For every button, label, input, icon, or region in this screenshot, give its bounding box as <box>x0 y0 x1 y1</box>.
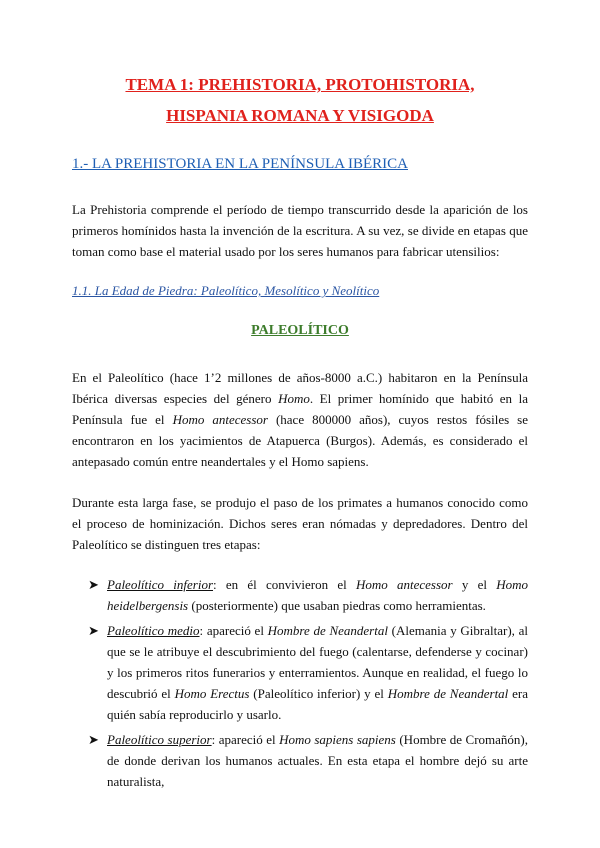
text-run: (Alemania y Gibraltar), al que se le atribuye el descubrimiento del fuego (calentarse, defenderse y cocinar) y los primeros ritos funerarios y enterramientos. Aunque en realidad, el fuego lo descubrió el <box>107 623 528 701</box>
text-run: (Hombre de Cromañón), de donde derivan los humanos actuales. En esta etapa el hombre dejó su arte naturalista, <box>107 732 528 789</box>
text-run: (posteriormente) que usaban piedras como herramientas. <box>188 598 486 613</box>
stage-label: Paleolítico inferior <box>107 577 214 592</box>
subsection-heading: 1.1. La Edad de Piedra: Paleolítico, Mesolítico y Neolítico <box>72 283 380 298</box>
arrow-bullet-icon: ➤ <box>88 732 99 747</box>
list-item <box>88 620 528 725</box>
stage-label: Paleolítico superior <box>107 732 212 747</box>
stages-list <box>88 574 528 796</box>
italic-term: Hombre de Neandertal <box>387 686 509 701</box>
text-run: : apareció el <box>199 623 268 638</box>
arrow-bullet-icon: ➤ <box>88 623 99 638</box>
italic-term: Homo sapiens sapiens <box>279 732 396 747</box>
text-run: (hace 800000 años), cuyos restos fósiles se encontraron en los yacimientos de Atapuerca (Burgos). Además, es considerado el antepasado común entre neandertales y el Homo sapiens. <box>72 412 528 469</box>
text-run: y el <box>452 577 497 592</box>
stage-label: Paleolítico medio <box>107 623 200 638</box>
text-run: : apareció el <box>211 732 280 747</box>
italic-term: Homo heidelbergensis <box>107 577 528 613</box>
italic-term: Hombre de Neandertal <box>267 623 388 638</box>
list-item <box>88 729 528 792</box>
text-run: : en él convivieron el <box>213 577 356 592</box>
section-heading: 1.- LA PREHISTORIA EN LA PENÍNSULA IBÉRICA <box>72 156 408 172</box>
arrow-bullet-icon: ➤ <box>88 577 99 592</box>
italic-term: Homo antecessor <box>172 412 268 427</box>
hominizacion-paragraph: Durante esta larga fase, se produjo el paso de los primates a humanos conocido como el proceso de hominización. Dichos seres eran nómadas y depredadores. Dentro del Paleolítico se distinguen tres etapas: <box>72 495 528 552</box>
document-title-line-1: TEMA 1: PREHISTORIA, PROTOHISTORIA, <box>125 75 475 94</box>
list-item <box>88 574 528 616</box>
document-title-line-2: HISPANIA ROMANA Y VISIGODA <box>166 106 434 125</box>
paleolitico-paragraph <box>72 367 528 472</box>
text-run: era quién sabía reproducirlo y usarlo. <box>107 686 528 722</box>
paleolitico-heading: PALEOLÍTICO <box>251 323 349 338</box>
intro-paragraph: La Prehistoria comprende el período de tiempo transcurrido desde la aparición de los primeros homínidos hasta la invención de la escritura. A su vez, se divide en etapas que toman como base el material usado por los seres humanos para fabricar utensilios: <box>72 202 528 259</box>
italic-term: Homo <box>278 391 310 406</box>
text-run: . El primer homínido que habitó en la Península fue el <box>72 391 528 427</box>
text-run: (Paleolítico inferior) y el <box>249 686 388 701</box>
italic-term: Homo Erectus <box>174 686 250 701</box>
text-run: En el Paleolítico (hace 1’2 millones de años-8000 a.C.) habitaron en la Península Ibérica diversas especies del género <box>72 370 528 406</box>
italic-term: Homo antecessor <box>355 577 453 592</box>
